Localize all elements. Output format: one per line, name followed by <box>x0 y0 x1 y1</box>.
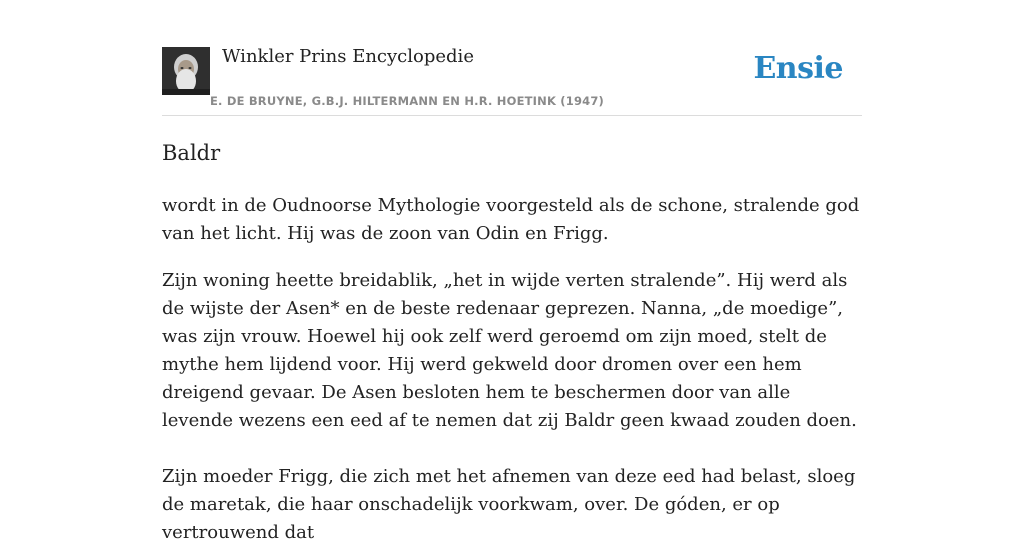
entry-title: Baldr <box>162 141 221 165</box>
source-title[interactable]: Winkler Prins Encyclopedie <box>222 46 474 67</box>
brand-logo[interactable]: Ensie <box>753 51 843 86</box>
author-portrait-image <box>162 47 210 95</box>
article-paragraph: Zijn moeder Frigg, die zich met het afnemen van deze eed had belast, sloeg de maretak, die haar onschadelijk voorkwam, over. De góden, er op vertrouwend dat <box>162 466 856 543</box>
author-avatar[interactable] <box>162 47 210 95</box>
article-container <box>162 0 862 543</box>
source-authors: E. DE BRUYNE, G.B.J. HILTERMANN EN H.R. HOETINK (1947) <box>210 94 605 108</box>
article-paragraph: Zijn woning heette breidablik, „het in wijde verten stralende”. Hij werd als de wijste der Asen* en de beste redenaar geprezen. Nanna, „de moedige”, was zijn vrouw. Hoewel hij ook zelf werd geroemd om zijn moed, stelt de mythe hem lijdend voor. Hij werd gekweld door dromen over een hem dreigend gevaar. De Asen besloten hem te beschermen door van alle levende wezens een eed af te nemen dat zij Baldr geen kwaad zouden doen. <box>162 270 857 431</box>
article-paragraph: wordt in de Oudnoorse Mythologie voorgesteld als de schone, stralende god van het licht. Hij was de zoon van Odin en Frigg. <box>162 195 860 244</box>
source-header <box>162 0 862 116</box>
